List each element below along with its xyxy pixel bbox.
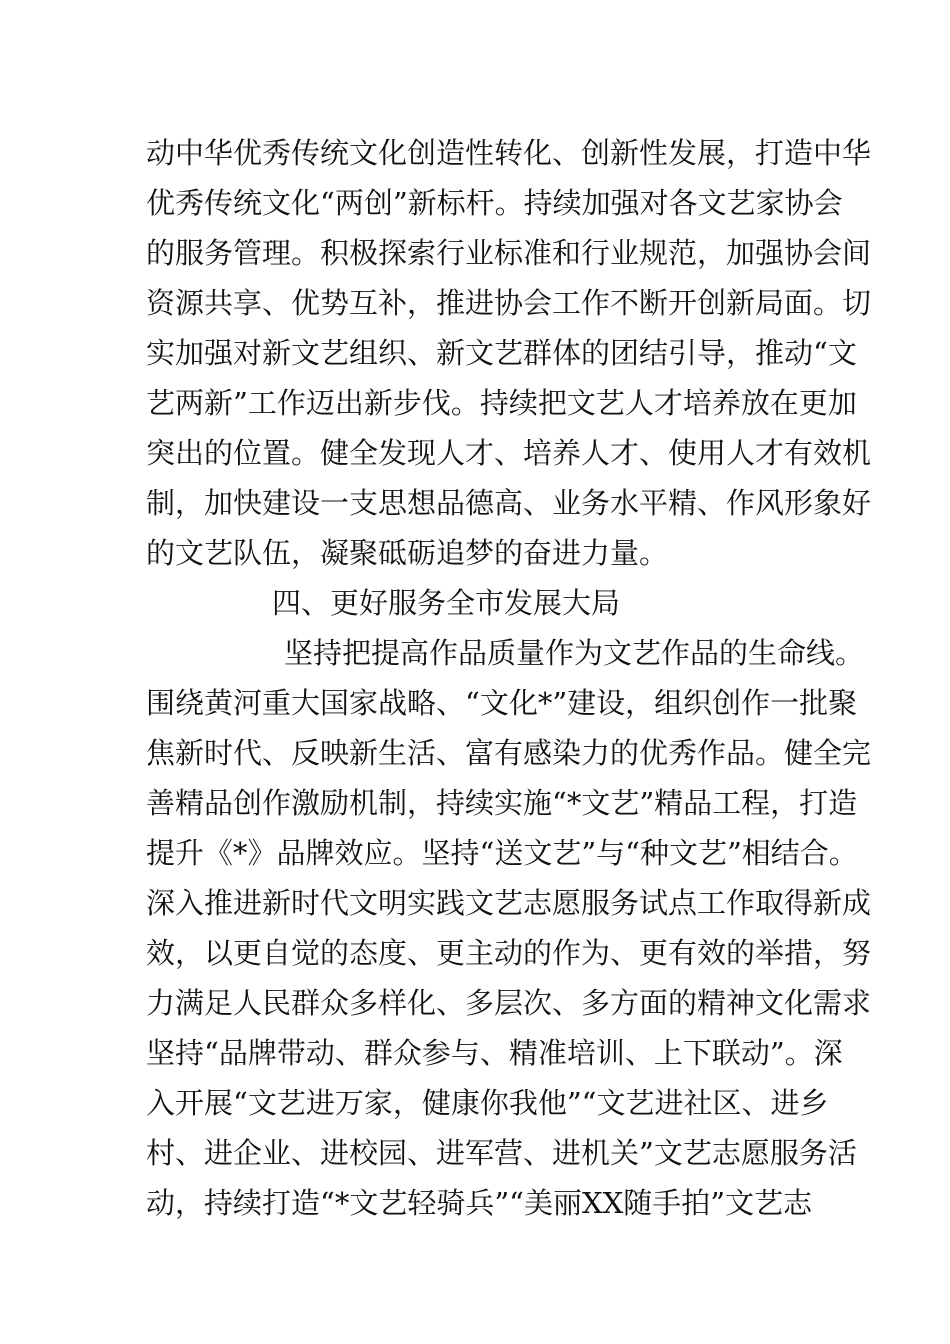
text-line: 突出的位置。健全发现人才、培养人才、使用人才有效机 [146, 436, 872, 470]
section-heading: 四、更好服务全市发展大局 [272, 586, 621, 620]
text-line: 围绕黄河重大国家战略、“文化*”建设，组织创作一批聚 [146, 686, 858, 720]
text-line: 入开展“文艺进万家，健康你我他”“文艺进社区、进乡 [146, 1086, 829, 1120]
text-line: 深入推进新时代文明实践文艺志愿服务试点工作取得新成 [146, 886, 872, 920]
text-line: 艺两新”工作迈出新步伐。持续把文艺人才培养放在更加 [146, 386, 857, 420]
body-text [146, 128, 872, 1228]
text-line: 的服务管理。积极探索行业标准和行业规范，加强协会间 [146, 236, 872, 270]
text-line: 力满足人民群众多样化、多层次、多方面的精神文化需求 [146, 986, 872, 1020]
text-line: 效，以更自觉的态度、更主动的作为、更有效的举措，努 [146, 936, 872, 970]
text-line: 坚持“品牌带动、群众参与、精准培训、上下联动”。深 [146, 1036, 843, 1070]
text-line: 动，持续打造“*文艺轻骑兵”“美丽XX随手拍”文艺志 [146, 1186, 813, 1220]
text-line: 村、进企业、进校园、进军营、进机关”文艺志愿服务活 [146, 1136, 857, 1170]
text-line: 的文艺队伍，凝聚砥砺追梦的奋进力量。 [146, 536, 669, 570]
text-line: 提升《*》品牌效应。坚持“送文艺”与“种文艺”相结合。 [146, 836, 858, 870]
paragraph-first-line: 坚持把提高作品质量作为文艺作品的生命线。 [284, 636, 865, 670]
text-line: 制，加快建设一支思想品德高、业务水平精、作风形象好 [146, 486, 872, 520]
text-line: 焦新时代、反映新生活、富有感染力的优秀作品。健全完 [146, 736, 872, 770]
text-line: 动中华优秀传统文化创造性转化、创新性发展，打造中华 [146, 136, 872, 170]
text-line: 优秀传统文化“两创”新标杆。持续加强对各文艺家协会 [146, 186, 843, 220]
text-line: 资源共享、优势互补，推进协会工作不断开创新局面。切 [146, 286, 872, 320]
text-line: 善精品创作激励机制，持续实施“*文艺”精品工程，打造 [146, 786, 858, 820]
text-line: 实加强对新文艺组织、新文艺群体的团结引导，推动“文 [146, 336, 857, 370]
